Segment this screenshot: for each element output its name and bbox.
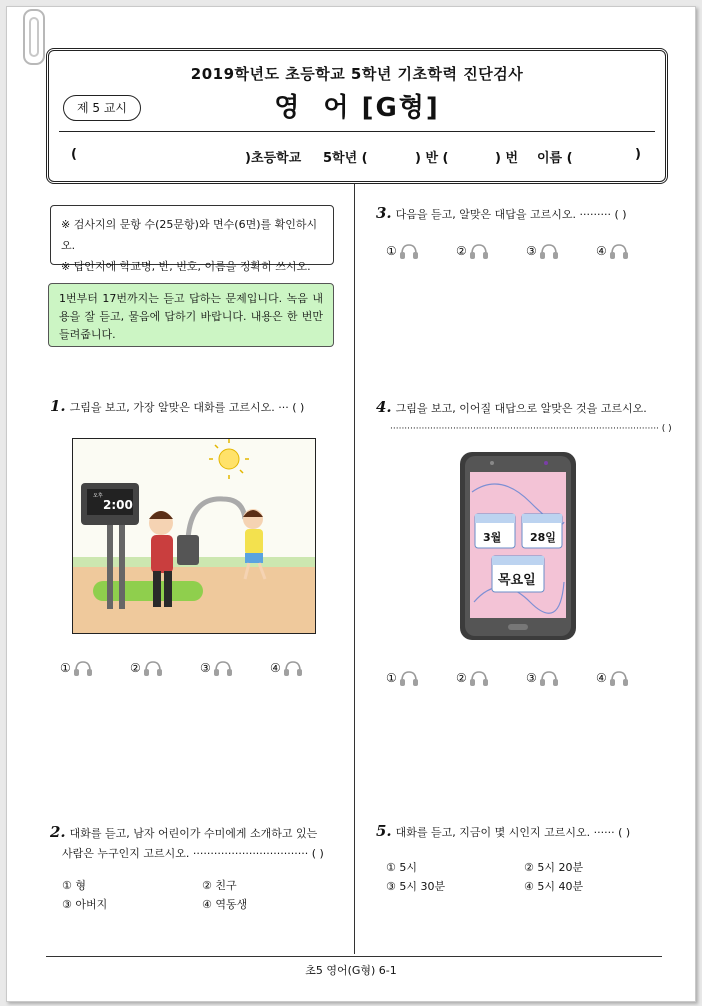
q5-option-3[interactable]: ③ 5시 30분: [386, 880, 446, 893]
question-number: 3.: [376, 204, 392, 222]
question-4: [376, 397, 672, 439]
header-divider: [59, 131, 655, 132]
q5-option-2[interactable]: ② 5시 20분: [524, 861, 584, 874]
question-text: 다음을 듣고, 알맞은 대답을 고르시오. ········· ( ): [395, 208, 627, 221]
question-text-line-2: ······························································································ ( ): [390, 424, 672, 434]
q4-option-2[interactable]: ②: [456, 670, 489, 686]
info-close: ): [635, 147, 641, 162]
footer-divider: [46, 956, 662, 957]
q2-option-4[interactable]: ④ 역동생: [202, 898, 248, 911]
column-divider: [354, 184, 355, 954]
headphones-icon: [143, 660, 163, 676]
q1-option-4[interactable]: ④: [270, 660, 303, 676]
question-number: 2.: [50, 823, 66, 841]
question-5: [376, 822, 630, 840]
q3-option-4[interactable]: ④: [596, 243, 629, 259]
calendar-month: 3월: [483, 531, 502, 544]
instructions-box: [50, 205, 334, 273]
headphones-icon: [213, 660, 233, 676]
q2-option-2[interactable]: ② 친구: [202, 879, 237, 892]
q1-illustration: [72, 438, 316, 634]
info-open: (: [71, 147, 77, 162]
q5-option-1[interactable]: ① 5시: [386, 861, 417, 874]
headphones-icon: [399, 670, 419, 686]
exam-header: [46, 48, 668, 184]
q3-option-1[interactable]: ①: [386, 243, 419, 259]
question-text-line-2: 사람은 누구인지 고르시오. ································· ( ): [62, 847, 324, 860]
question-number: 1.: [50, 397, 66, 415]
question-1: [50, 397, 304, 415]
instruction-line-1: ※ 검사지의 문항 수(25문항)와 면수(6면)를 확인하시오.: [61, 218, 318, 252]
q2-option-1[interactable]: ① 형: [62, 879, 86, 892]
info-grade: 5학년 (: [323, 151, 368, 166]
headphones-icon: [399, 243, 419, 259]
subject-title: 영 어 [G형]: [274, 93, 440, 123]
q3-option-2[interactable]: ②: [456, 243, 489, 259]
calendar-weekday: 목요일: [498, 573, 536, 588]
q1-option-3[interactable]: ③: [200, 660, 233, 676]
question-number: 5.: [376, 822, 392, 840]
period-badge: 제 5 교시: [63, 95, 141, 121]
question-text: 그림을 보고, 가장 알맞은 대화를 고르시오. ··· ( ): [69, 401, 305, 414]
headphones-icon: [73, 660, 93, 676]
headphones-icon: [609, 670, 629, 686]
headphones-icon: [469, 670, 489, 686]
calendar-day: 28일: [530, 531, 556, 544]
exam-title: 2019학년도 초등학교 5학년 기초학력 진단검사: [190, 65, 524, 83]
question-3: [376, 204, 627, 222]
info-name: 이름 (: [537, 151, 573, 166]
headphones-icon: [469, 243, 489, 259]
headphones-icon: [539, 670, 559, 686]
question-text-line-1: 그림을 보고, 이어질 대답으로 알맞은 것을 고르시오.: [395, 402, 647, 415]
q1-option-2[interactable]: ②: [130, 660, 163, 676]
headphones-icon: [539, 243, 559, 259]
listening-notice: 1번부터 17번까지는 듣고 답하는 문제입니다. 녹음 내용을 잘 듣고, 물음에 답하기 바랍니다. 내용은 한 번만 들려줍니다.: [48, 283, 334, 347]
headphones-icon: [283, 660, 303, 676]
q4-option-1[interactable]: ①: [386, 670, 419, 686]
paperclip-icon: [23, 9, 45, 65]
q3-option-3[interactable]: ③: [526, 243, 559, 259]
clock-time: 2:00: [103, 498, 133, 512]
question-number: 4.: [376, 398, 392, 416]
page-footer: 초5 영어(G형) 6-1: [305, 964, 397, 977]
headphones-icon: [609, 243, 629, 259]
question-2: [50, 822, 324, 864]
q4-option-4[interactable]: ④: [596, 670, 629, 686]
q4-phone-illustration: [460, 452, 576, 640]
info-number: ) 번: [495, 151, 519, 166]
q1-option-1[interactable]: ①: [60, 660, 93, 676]
instruction-line-2: ※ 답안지에 학교명, 반, 번호, 이름을 정확히 쓰시오.: [61, 260, 311, 273]
info-class: ) 반 (: [415, 151, 449, 166]
question-text: 대화를 듣고, 지금이 몇 시인지 고르시오. ······ ( ): [395, 826, 631, 839]
q2-option-3[interactable]: ③ 아버지: [62, 898, 108, 911]
q5-option-4[interactable]: ④ 5시 40분: [524, 880, 584, 893]
question-text-line-1: 대화를 듣고, 남자 어린이가 수미에게 소개하고 있는: [69, 827, 318, 840]
clock-tag: 오후: [93, 493, 103, 499]
q4-option-3[interactable]: ③: [526, 670, 559, 686]
info-school: )초등학교: [245, 151, 302, 166]
